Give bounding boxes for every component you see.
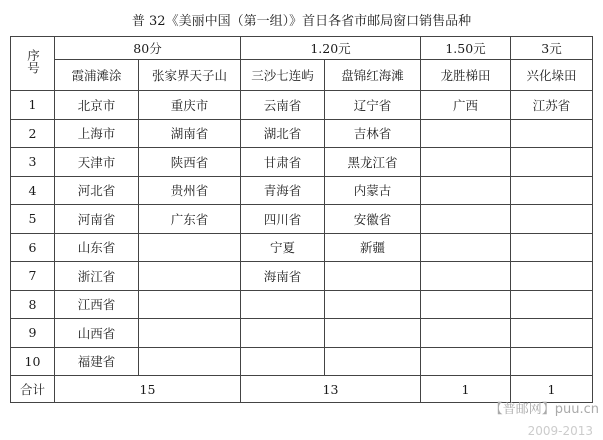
cell: 云南省 <box>241 91 325 120</box>
table-row <box>11 148 593 177</box>
cell <box>421 176 511 205</box>
cell <box>421 233 511 262</box>
row-number: 9 <box>11 319 55 348</box>
cell <box>511 205 593 234</box>
cell <box>241 319 325 348</box>
price-header-80: 80分 <box>55 37 241 60</box>
price-header-3: 3元 <box>511 37 593 60</box>
cell <box>421 290 511 319</box>
stamp-header: 霞浦滩涂 <box>55 60 139 91</box>
cell <box>511 119 593 148</box>
cell <box>511 319 593 348</box>
cell: 河北省 <box>55 176 139 205</box>
total-value-3: 1 <box>511 376 593 403</box>
cell <box>511 176 593 205</box>
cell: 黑龙江省 <box>325 148 421 177</box>
cell <box>139 290 241 319</box>
stamp-header: 兴化垛田 <box>511 60 593 91</box>
row-number: 3 <box>11 148 55 177</box>
cell: 重庆市 <box>139 91 241 120</box>
table-row <box>11 290 593 319</box>
table-row <box>11 262 593 291</box>
cell: 安徽省 <box>325 205 421 234</box>
cell: 宁夏 <box>241 233 325 262</box>
header-row-price <box>11 37 593 60</box>
row-number: 8 <box>11 290 55 319</box>
cell: 湖南省 <box>139 119 241 148</box>
table-row <box>11 119 593 148</box>
cell: 福建省 <box>55 347 139 376</box>
stamp-header: 龙胜梯田 <box>421 60 511 91</box>
cell: 陕西省 <box>139 148 241 177</box>
cell <box>139 233 241 262</box>
price-header-150: 1.50元 <box>421 37 511 60</box>
cell <box>421 262 511 291</box>
table-row <box>11 233 593 262</box>
total-value-150: 1 <box>421 376 511 403</box>
cell: 内蒙古 <box>325 176 421 205</box>
row-number: 2 <box>11 119 55 148</box>
cell: 北京市 <box>55 91 139 120</box>
cell <box>325 319 421 348</box>
cell <box>511 233 593 262</box>
cell: 新疆 <box>325 233 421 262</box>
cell: 湖北省 <box>241 119 325 148</box>
cell <box>421 347 511 376</box>
cell <box>511 262 593 291</box>
cell <box>511 347 593 376</box>
row-number: 7 <box>11 262 55 291</box>
stamp-header: 张家界天子山 <box>139 60 241 91</box>
cell <box>241 347 325 376</box>
row-number: 4 <box>11 176 55 205</box>
cell: 吉林省 <box>325 119 421 148</box>
row-number: 1 <box>11 91 55 120</box>
cell <box>241 290 325 319</box>
cell: 青海省 <box>241 176 325 205</box>
stamp-header: 盘锦红海滩 <box>325 60 421 91</box>
watermark-years: 2009-2013 <box>527 424 593 438</box>
cell <box>421 148 511 177</box>
total-label: 合计 <box>11 376 55 403</box>
cell: 江西省 <box>55 290 139 319</box>
cell: 山西省 <box>55 319 139 348</box>
cell <box>325 290 421 319</box>
price-header-120: 1.20元 <box>241 37 421 60</box>
cell: 江苏省 <box>511 91 593 120</box>
table-row <box>11 205 593 234</box>
cell: 上海市 <box>55 119 139 148</box>
cell <box>511 148 593 177</box>
cell: 河南省 <box>55 205 139 234</box>
cell: 海南省 <box>241 262 325 291</box>
table-row <box>11 91 593 120</box>
cell: 甘肃省 <box>241 148 325 177</box>
cell: 广西 <box>421 91 511 120</box>
sales-table <box>10 36 593 403</box>
total-value-120: 13 <box>241 376 421 403</box>
seq-header-label: 序号 <box>25 48 41 74</box>
cell: 浙江省 <box>55 262 139 291</box>
cell: 四川省 <box>241 205 325 234</box>
header-row-stamps <box>11 60 593 91</box>
cell <box>325 262 421 291</box>
cell <box>139 319 241 348</box>
cell <box>421 205 511 234</box>
total-value-80: 15 <box>55 376 241 403</box>
cell: 贵州省 <box>139 176 241 205</box>
table-row <box>11 319 593 348</box>
row-number: 10 <box>11 347 55 376</box>
cell: 辽宁省 <box>325 91 421 120</box>
cell <box>511 290 593 319</box>
stamp-header: 三沙七连屿 <box>241 60 325 91</box>
cell: 山东省 <box>55 233 139 262</box>
watermark: 【普邮网】puu.cn <box>489 402 599 417</box>
row-number: 6 <box>11 233 55 262</box>
cell <box>139 262 241 291</box>
cell <box>421 319 511 348</box>
cell: 天津市 <box>55 148 139 177</box>
seq-header <box>11 37 55 91</box>
cell <box>421 119 511 148</box>
cell <box>139 347 241 376</box>
table-row <box>11 347 593 376</box>
cell: 广东省 <box>139 205 241 234</box>
cell <box>325 347 421 376</box>
table-row <box>11 176 593 205</box>
table-title: 普 32《美丽中国（第一组）》首日各省市邮局窗口销售品种 <box>131 14 472 29</box>
row-number: 5 <box>11 205 55 234</box>
